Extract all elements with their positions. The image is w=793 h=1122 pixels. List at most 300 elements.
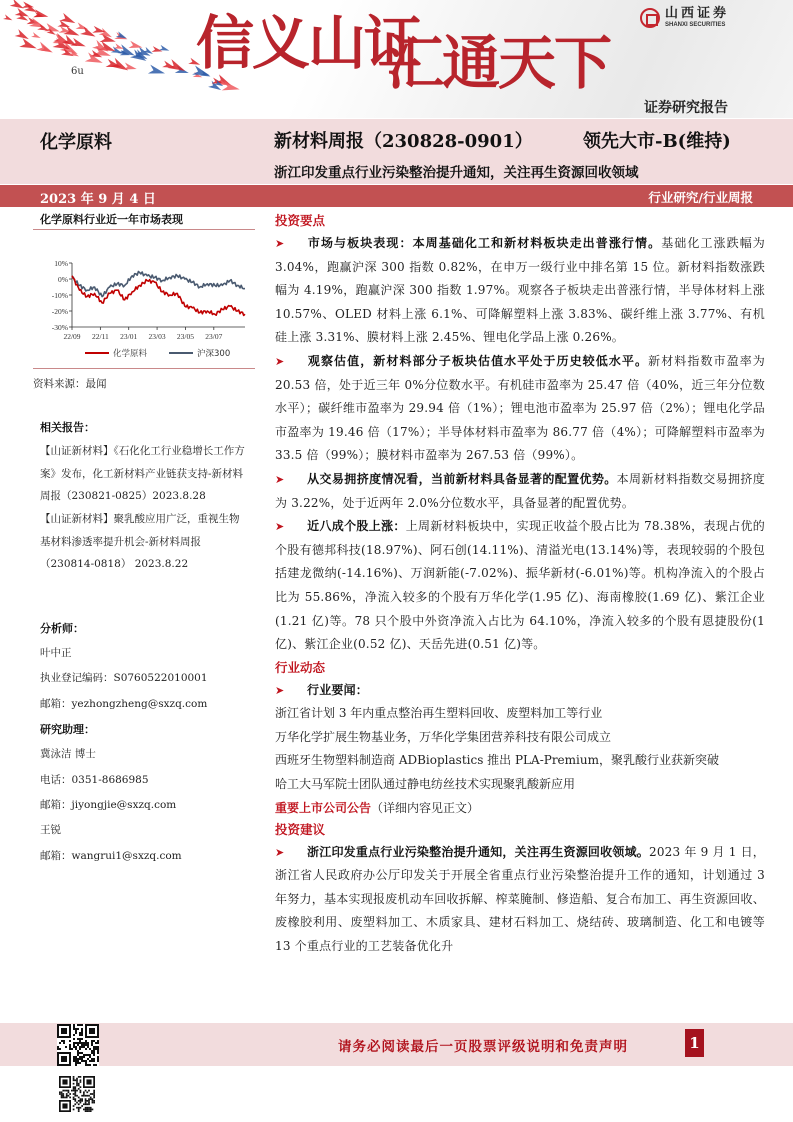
qr-module [86,1095,88,1097]
qr-module [73,1058,75,1060]
qr-module [73,1083,75,1085]
qr-module [66,1095,68,1097]
qr-module [80,1086,82,1088]
chart-title: 化学原料行业近一年市场表现 [40,213,183,226]
qr-module [86,1103,88,1105]
paragraph-body: 基础化工涨跌幅为 3.04%，跑赢沪深 300 指数 0.82%，在申万一级行业中排名第 15 位。新材料指数涨跌幅为 4.19%，跑赢沪深 300 指数 1.97%。观察各子板块走出普涨行情，半导体材料上涨 10.57%、OLED 材料上涨 6.1%、可降解塑料上涨 3.83%、碳纤维上涨 3.77%、有机硅上涨 3.31%、膜材料上涨 2.45%、锂电化学品上涨 0.26%。 [275,236,766,345]
report-type: 证券研究报告 [644,100,728,116]
report-category: 行业研究/行业周报 [648,190,753,205]
divider [33,368,255,369]
qr-finder [89,1028,95,1034]
qr-module [69,1044,71,1046]
industry-label: 化学原料 [40,132,112,153]
qr-module [57,1048,59,1050]
qr-module [93,1050,95,1052]
arrow-shape [19,38,38,53]
qr-module [92,1102,94,1104]
qr-module [81,1098,83,1100]
qr-module [64,1090,66,1092]
qr-module [86,1109,88,1111]
divider [33,229,255,230]
qr-module [73,1060,75,1062]
qr-module [79,1038,81,1040]
qr-module [80,1107,82,1109]
bullet-arrow-icon: ➤ [275,845,285,859]
paragraph-body: 本周新材料指数交易拥挤度为 3.22%，处于近两年 2.0%分位数水平，具备显著的配置优势。 [275,471,765,510]
qr-module [81,1100,83,1102]
report-subtitle: 浙江印发重点行业污染整治提升通知，关注再生资源回收领域 [274,165,639,181]
qr-module [76,1081,78,1083]
x-tick-label: 23/07 [205,332,223,341]
qr-module [92,1098,94,1100]
qr-module [79,1042,81,1044]
qr-module [78,1107,80,1109]
assistant1-name: 冀泳洁 博士 [40,748,96,760]
qr-module [73,1028,75,1030]
qr-module [74,1103,76,1105]
qr-module [90,1107,92,1109]
qr-module [77,1062,79,1064]
paragraph-lead: 近八成个股上涨： [307,519,406,534]
qr-module [93,1093,95,1095]
qr-module [83,1095,85,1097]
qr-module [87,1046,89,1048]
qr-module [75,1030,77,1032]
qr-module [78,1085,80,1087]
qr-module [77,1024,79,1026]
qr-module [89,1064,91,1066]
qr-code-icon[interactable] [57,1024,99,1066]
qr-module [88,1090,90,1092]
y-tick-label: 0% [58,275,68,284]
qr-module [97,1042,99,1044]
y-tick-label: -10% [51,291,68,300]
qr-module [73,1093,75,1095]
assistant2-email[interactable]: 邮箱：wangrui1@sxzq.com [40,850,182,862]
qr-module [79,1062,81,1064]
x-tick-label: 23/01 [120,332,138,341]
qr-module [61,1040,63,1042]
analyst-heading: 分析师： [40,622,84,635]
chart-source: 资料来源：最闻 [33,378,107,390]
qr-module [97,1052,99,1054]
qr-module [91,1050,93,1052]
qr-module [62,1093,64,1095]
qr-module [88,1095,90,1097]
bullet-arrow-icon: ➤ [275,237,285,250]
assistant1-email[interactable]: 邮箱：jiyongjie@sxzq.com [40,799,177,811]
qr-module [73,1079,75,1081]
qr-module [86,1110,88,1112]
qr-module [73,1090,75,1092]
paragraph-lead: 从交易拥挤度情况看，当前新材料具备显著的配置优势。 [307,471,617,486]
qr-module [93,1060,95,1062]
announcements-heading [275,797,765,819]
slogan-part1: 信义山证 [196,9,421,77]
qr-module [75,1046,77,1048]
qr-module [87,1054,89,1056]
qr-module [73,1038,75,1040]
qr-module [83,1044,85,1046]
qr-module [73,1086,75,1088]
disclaimer-notice: 请务必阅读最后一页股票评级说明和免责声明 [338,1039,628,1055]
qr-module [69,1093,71,1095]
related-reports-heading: 相关报告： [40,421,95,434]
arrow-shape [123,63,137,73]
qr-module [86,1091,88,1093]
qr-module [73,1034,75,1036]
y-tick-label: 10% [54,259,68,268]
arrow-shape [31,32,42,40]
qr-module [85,1042,87,1044]
section-heading-industry-news: 行业动态 [275,659,326,675]
qr-module [79,1040,81,1042]
analyst-email[interactable]: 邮箱：yezhongzheng@sxzq.com [40,698,208,710]
company-logo [640,7,729,29]
assistant2-name: 王锐 [40,824,61,836]
qr-module [80,1076,82,1078]
qr-module [83,1046,85,1048]
qr-module [95,1042,97,1044]
qr-module [73,1109,75,1111]
qr-module [78,1103,80,1105]
qr-module [93,1058,95,1060]
qr-module [97,1046,99,1048]
x-tick-label: 22/11 [91,332,109,341]
qr-module [91,1040,93,1042]
qr-module [73,1098,75,1100]
qr-module [83,1042,85,1044]
qr-module [95,1064,97,1066]
qr-module [85,1054,87,1056]
qr-module [73,1076,75,1078]
qr-module [73,1024,75,1026]
paragraph-lead: 浙江印发重点行业污染整治提升通知，关注再生资源回收领域。 [307,844,649,859]
qr-module [90,1109,92,1111]
qr-module [79,1046,81,1048]
qr-module [77,1054,79,1056]
qr-module [75,1028,77,1030]
qr-module [85,1040,87,1042]
qr-module [81,1028,83,1030]
qr-module [68,1091,70,1093]
qr-module [88,1098,90,1100]
qr-module [77,1058,79,1060]
qr-module [90,1098,92,1100]
qr-module [81,1060,83,1062]
qr-module [83,1091,85,1093]
qr-module [73,1088,75,1090]
qr-module [83,1109,85,1111]
page-number: 1 [685,1029,704,1057]
qr-module [92,1109,94,1111]
qr-module [61,1093,63,1095]
qr-module [57,1046,59,1048]
report-date: 2023 年 9 月 4 日 [40,192,156,207]
qr-module [75,1042,77,1044]
qr-module [93,1102,95,1104]
qr-module [93,1090,95,1092]
qr-module [73,1044,75,1046]
qr-module [75,1056,77,1058]
qr-module [93,1064,95,1066]
qr-module [83,1056,85,1058]
qr-module [76,1095,78,1097]
main-content [275,210,765,959]
related-report-link[interactable]: 【山证新材料】《石化化工行业稳增长工作方案》发布，化工新材料产业链获支持-新材料周报（230821-0825）2023.8.28 [40,445,245,502]
qr-module [81,1038,83,1040]
arrow-shape [10,0,26,12]
paragraph-lead: 观察估值，新材料部分子板块估值水平处于历史较低水平。 [307,353,649,368]
qr-module [62,1095,64,1097]
news-item: 西班牙生物塑料制造商 ADBioplastics 推出 PLA-Premium，聚乳酸行业获新突破 [275,753,719,768]
qr-module [79,1048,81,1050]
qr-module [74,1088,76,1090]
x-tick-label: 22/09 [63,332,81,341]
header-banner [0,0,793,118]
qr-module [80,1102,82,1104]
qr-module [64,1097,66,1099]
qr-module [85,1109,87,1111]
market-performance-paragraph [275,232,765,350]
qr-module [73,1078,75,1080]
qr-module [80,1090,82,1092]
qr-module [92,1093,94,1095]
legend-label: 化学原料 [113,349,148,359]
section-heading-announcements: 重要上市公司公告 [275,800,372,815]
qr-module [88,1110,90,1112]
qr-module [91,1042,93,1044]
qr-module [93,1046,95,1048]
qr-module [77,1044,79,1046]
qr-module [89,1060,91,1062]
qr-module [76,1079,78,1081]
qr-module [89,1048,91,1050]
qr-module [78,1110,80,1112]
slogan [196,9,611,97]
qr-module [81,1032,83,1034]
qr-module [61,1091,63,1093]
arrow-shape [3,14,13,22]
qr-module [85,1090,87,1092]
qr-module [81,1052,83,1054]
qr-module [74,1100,76,1102]
qr-module [90,1093,92,1095]
qr-module [75,1060,77,1062]
qr-module [86,1107,88,1109]
qr-module [79,1058,81,1060]
qr-module [65,1046,67,1048]
qr-module [88,1100,90,1102]
qr-module [73,1026,75,1028]
qr-module [74,1091,76,1093]
qr-module [62,1090,64,1092]
qr-module [93,1091,95,1093]
arrow-shape [116,31,128,41]
qr-module [85,1098,87,1100]
news-item: 哈工大马军院士团队通过静电纺丝技术实现聚乳酸新应用 [275,777,576,792]
qr-module [81,1056,83,1058]
qr-module [74,1090,76,1092]
qr-module [83,1103,85,1105]
qr-finder [61,1028,67,1034]
qr-module [85,1048,87,1050]
qr-module [88,1107,90,1109]
qr-module [59,1048,61,1050]
qr-module [93,1048,95,1050]
qr-module [81,1044,83,1046]
qr-module [61,1095,63,1097]
qr-module [73,1042,75,1044]
series-line-csi300 [72,272,245,297]
qr-module [97,1040,99,1042]
qr-module [88,1103,90,1105]
qr-finder [62,1079,67,1084]
slogan-part2: 汇通天下 [386,29,611,97]
qr-module [95,1046,97,1048]
paragraph-body: 2023 年 9 月 1 日，浙江省人民政府办公厅印发关于开展全省重点行业污染整治提升工作的通知，计划通过 3 年努力，基本实现报废机动车回收拆解、榨菜腌制、修造船、复合布加工、再生资源回收、废橡胶利用、废塑料加工、木质家具、建材石料加工、烧结砖、玻璃制造、化工和电镀等 13 个重点行业的工艺装备优化升 [275,844,765,954]
qr-finder [61,1056,67,1062]
qr-module [73,1105,75,1107]
qr-module [83,1060,85,1062]
qr-module [80,1100,82,1102]
qr-module [85,1100,87,1102]
qr-module [85,1095,87,1097]
qr-module [77,1042,79,1044]
arrow-shape [15,29,31,42]
qr-module [89,1054,91,1056]
qr-module [93,1040,95,1042]
qr-module [74,1098,76,1100]
qr-module [87,1058,89,1060]
qr-module [80,1081,82,1083]
qr-finder [62,1103,67,1108]
qr-module [75,1064,77,1066]
qr-module [85,1103,87,1105]
qr-module [87,1042,89,1044]
qr-module [69,1048,71,1050]
qr-module [68,1090,70,1092]
qr-module [83,1093,85,1095]
bullet-arrow-icon: ➤ [275,520,285,534]
qr-module [76,1078,78,1080]
qr-module [75,1058,77,1060]
qr-module [63,1042,65,1044]
qr-module [90,1110,92,1112]
qr-module [77,1052,79,1054]
qr-module [78,1076,80,1078]
qr-module [73,1097,75,1099]
qr-module [79,1034,81,1036]
qr-module [80,1079,82,1081]
qr-module [81,1058,83,1060]
qr-module [66,1093,68,1095]
qr-finder [86,1079,91,1084]
assistant1-phone: 电话：0351-8686985 [40,774,149,786]
paragraph-body: 上周新材料板块中，实现正收益个股占比为 78.38%，表现占优的个股有德邦科技(18.97%)、阿石创(14.11%)、清溢光电(13.14%)等，表现较弱的个股包括建龙微纳(-14.16%)、万润新能(-7.02%)、振华新材(-6.01%)等。机构净流入的个股占比为 55.86%，净流入较多的个股有万华化学(1.95 亿)、海南橡胶(1.69 亿)、紫江企业(1.21 亿)等。78 只个股中外资净流入占比为 64.10%，净流入较多的个股有恩捷股份(1 亿)、紫江企业(0.52 亿)、天岳先进(0.51 亿)等。 [275,519,765,652]
qr-module [87,1044,89,1046]
bullet-arrow-icon: ➤ [275,354,285,368]
qr-module [78,1097,80,1099]
qr-module [62,1097,64,1099]
analyst-license: 执业登记编码：S0760522010001 [40,672,208,684]
qr-module [76,1083,78,1085]
qr-module [77,1028,79,1030]
qr-module [71,1048,73,1050]
qr-module [93,1100,95,1102]
qr-module [75,1048,77,1050]
qr-module [91,1060,93,1062]
qr-module [71,1090,73,1092]
assistant-heading: 研究助理： [40,723,95,736]
qr-module [81,1046,83,1048]
logo-cn-text: 山西证券 [665,6,730,21]
qr-module [79,1052,81,1054]
qr-module [81,1042,83,1044]
qr-module [74,1079,76,1081]
valuation-paragraph [275,350,765,468]
qr-module [69,1040,71,1042]
qr-module [61,1097,63,1099]
qr-module [73,1056,75,1058]
paragraph-lead: 行业要闻： [307,682,369,697]
qr-module [74,1095,76,1097]
qr-module [97,1050,99,1052]
section-heading-investment-advice: 投资建议 [275,821,326,837]
y-tick-label: -30% [51,323,68,332]
qr-module [77,1038,79,1040]
logo-icon [640,8,660,28]
analyst-name: 叶中正 [40,647,72,659]
crowding-paragraph [275,468,765,515]
section-heading-investment-points: 投资要点 [275,213,326,228]
qr-code-icon[interactable] [59,1076,95,1112]
arrow-shape [36,42,54,57]
qr-module [79,1024,81,1026]
qr-module [75,1062,77,1064]
logo-en-text: SHANXI SECURITIES [665,22,726,28]
qr-module [88,1109,90,1111]
banner-mark: 6u [71,66,84,77]
qr-module [78,1083,80,1085]
bullet-arrow-icon: ➤ [275,472,285,486]
qr-module [91,1058,93,1060]
qr-module [85,1062,87,1064]
qr-module [77,1050,79,1052]
qr-module [79,1032,81,1034]
bullet-arrow-icon: ➤ [275,683,285,697]
related-report-link[interactable]: 【山证新材料】聚乳酸应用广泛，重视生物基材料渗透率提升机会-新材料周报（230814-0818） 2023.8.22 [40,513,240,570]
qr-module [74,1093,76,1095]
qr-module [80,1091,82,1093]
x-tick-label: 23/03 [148,332,166,341]
qr-module [78,1100,80,1102]
qr-module [68,1095,70,1097]
qr-module [85,1044,87,1046]
qr-module [91,1052,93,1054]
qr-module [85,1064,87,1066]
qr-module [85,1110,87,1112]
qr-module [89,1056,91,1058]
qr-module [97,1048,99,1050]
qr-module [81,1030,83,1032]
qr-module [86,1100,88,1102]
qr-module [79,1056,81,1058]
news-lead [275,679,765,703]
qr-module [93,1054,95,1056]
qr-module [85,1060,87,1062]
qr-module [83,1054,85,1056]
